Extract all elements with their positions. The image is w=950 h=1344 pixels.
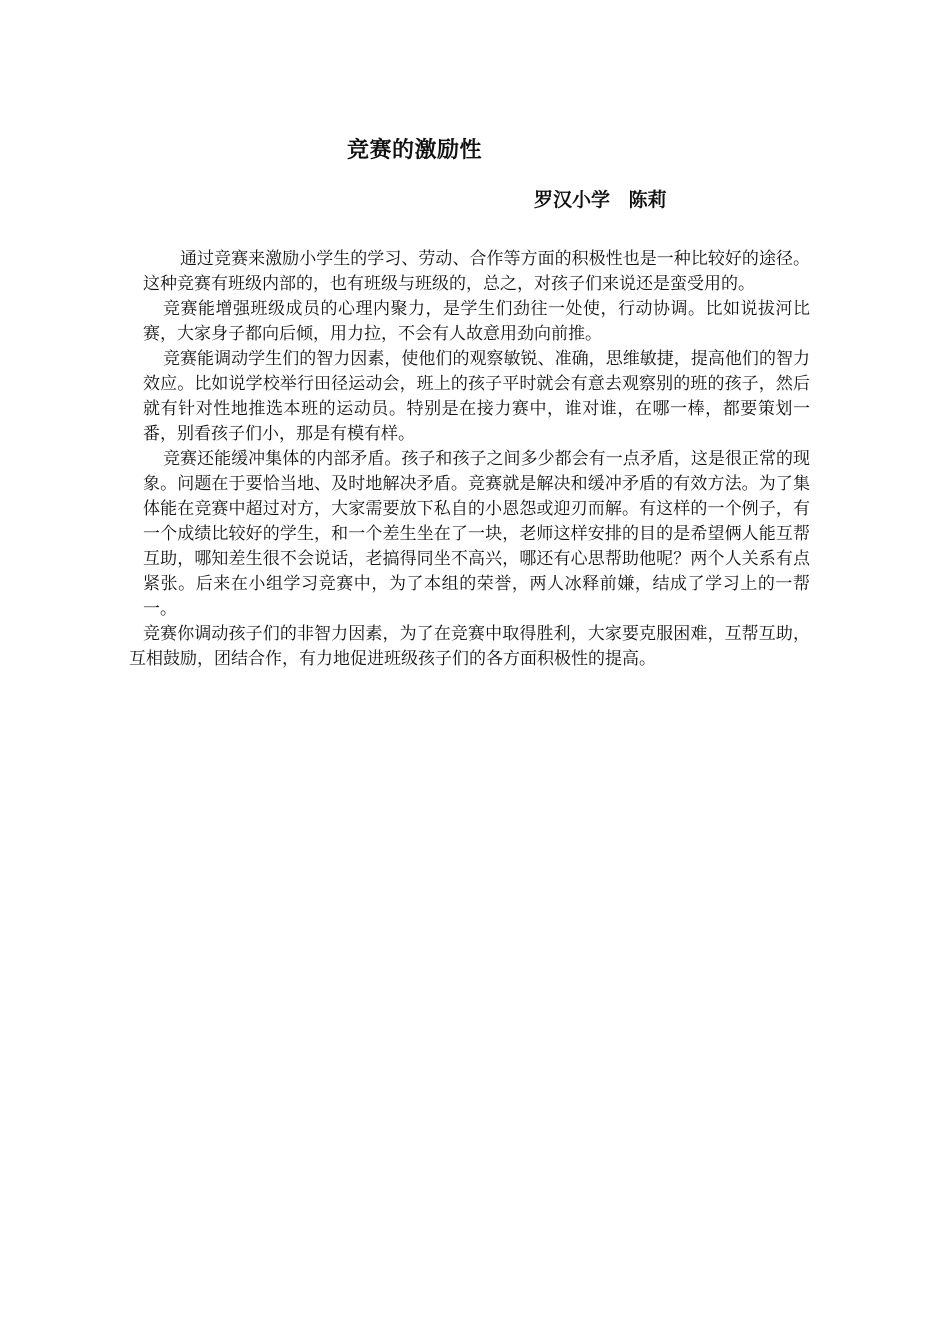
paragraph: 竞赛能调动学生们的智力因素，使他们的观察敏锐、准确，思维敏捷，提高他们的智力效应。比如说学校举行田径运动会，班上的孩子平时就会有意去观察别的班的孩子，然后就有针对性地推选本班的运动员。特别是在接力赛中，谁对谁，在哪一棒，都要策划一番，别看孩子们小，那是有模有样。 — [143, 349, 810, 444]
paragraph: 竞赛还能缓冲集体的内部矛盾。孩子和孩子之间多少都会有一点矛盾，这是很正常的现象。问题在于要恰当地、及时地解决矛盾。竞赛就是解决和缓冲矛盾的有效方法。为了集体能在竞赛中超过对方，大家需要放下私自的小恩怨或迎刃而解。有这样的一个例子，有一个成绩比较好的学生，和一个差生坐在了一块，老师这样安排的目的是希望俩人能互帮互助，哪知差生很不会说话，老搞得同坐不高兴，哪还有心思帮助他呢？两个人关系有点紧张。后来在小组学习竞赛中，为了本组的荣誉，两人冰释前嫌，结成了学习上的一帮一。 — [143, 449, 810, 619]
document-body — [129, 247, 810, 672]
paragraph: 竞赛能增强班级成员的心理内聚力，是学生们劲往一处使，行动协调。比如说拔河比赛，大家身子都向后倾，用力拉，不会有人故意用劲向前推。 — [143, 299, 810, 344]
author-name: 陈莉 — [628, 189, 667, 211]
author-school: 罗汉小学 — [534, 189, 611, 211]
paragraph: 竞赛你调动孩子们的非智力因素，为了在竞赛中取得胜利，大家要克服困难，互帮互助，互相鼓励，团结合作，有力地促进班级孩子们的各方面积极性的提高。 — [129, 624, 810, 669]
author-byline — [534, 186, 667, 214]
document-title: 竞赛的激励性 — [347, 138, 483, 163]
paragraph: 通过竞赛来激励小学生的学习、劳动、合作等方面的积极性也是一种比较好的途径。这种竞赛有班级内部的，也有班级与班级的，总之，对孩子们来说还是蛮受用的。 — [143, 249, 810, 294]
